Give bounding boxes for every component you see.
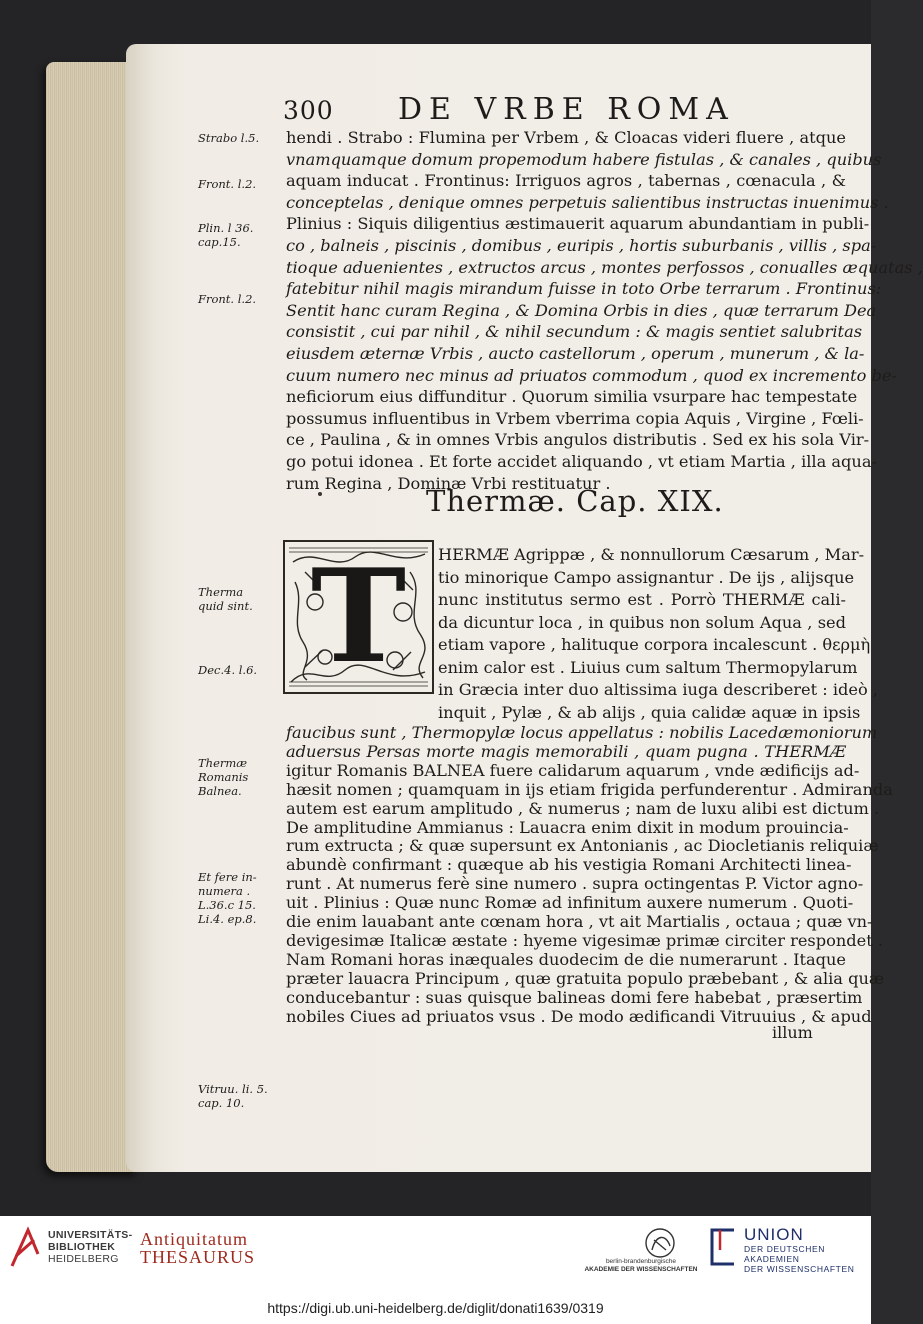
bbaw-line: AKADEMIE DER WISSENSCHAFTEN: [584, 1266, 698, 1273]
text-line: aquam inducat . Frontinus: Irriguos agros , tabernas , cœnacula , &: [286, 171, 846, 191]
text-line: Nam Romani horas inæquales duodecim de die numerarunt . Itaque: [286, 949, 846, 969]
margin-note: Vitruu. li. 5. cap. 10.: [198, 1082, 268, 1110]
text-line: runt . At numerus ferè sine numero . supra octingentas P. Victor agno-: [286, 874, 864, 894]
text-line: hæsit nomen ; quamquam in ijs etiam frigida perfunderentur . Admiranda: [286, 779, 893, 799]
text-line: faucibus sunt , Thermopylæ locus appellatus : nobilis Lacedæmoniorum: [286, 723, 878, 742]
text-line: Sentit hanc curam Regina , & Domina Orbis in dies , quæ terrarum Dea: [286, 300, 877, 320]
ub-heidelberg-logo-text[interactable]: [48, 1229, 132, 1265]
union-bracket-icon[interactable]: [706, 1228, 740, 1268]
text-line: consistit , cui par nihil , & nihil secundum : & magis sentiet salubritas: [286, 322, 863, 342]
ub-line: BIBLIOTHEK: [48, 1241, 116, 1253]
page-header: [283, 92, 753, 132]
bbaw-logo-text[interactable]: [566, 1258, 716, 1274]
margin-note: Et fere in- numera . L.36.c 15. Li.4. ep.8.: [198, 870, 257, 926]
union-line: DER DEUTSCHEN AKADEMIEN: [744, 1244, 826, 1264]
text-line: HERMÆ Agrippæ , & nonnullorum Cæsarum , Mar-: [438, 545, 865, 564]
margin-note: Front. l.2.: [198, 292, 257, 306]
text-line: devigesimæ Italicæ æstate : hyeme vigesimæ primæ circiter respondet .: [286, 930, 884, 950]
text-line: etiam vapore , halituque corpora incalescunt . θερμὴ: [438, 635, 871, 654]
text-line: inquit , Pylæ , & ab alijs , quia calidæ aquæ in ipsis: [438, 702, 861, 722]
ub-line: HEIDELBERG: [48, 1253, 119, 1265]
text-line: co , balneis , piscinis , domibus , euripis , hortis suburbanis , villis , spa-: [286, 236, 877, 255]
thesaurus-line: Antiquitatum: [140, 1229, 248, 1249]
text-line: da dicuntur loca , in quibus non solum Aqua , sed: [438, 612, 846, 632]
decorated-initial: [283, 540, 434, 694]
catchword: illum: [772, 1023, 813, 1042]
thesaurus-line: THESAURUS: [140, 1247, 256, 1267]
margin-note: Therma quid sint.: [198, 585, 253, 613]
union-line: DER WISSENSCHAFTEN: [744, 1264, 855, 1274]
page-block-edge: [46, 62, 138, 1172]
margin-note: Thermæ Romanis Balnea.: [198, 756, 249, 798]
text-line: De amplitudine Ammianus : Lauacra enim dixit in modum prouincia-: [286, 817, 849, 837]
text-line: abundè confirmant : quæque ab his vestigia Romani Architecti linea-: [286, 855, 852, 875]
bbaw-line: berlin-brandenburgische: [605, 1258, 677, 1265]
union-subtitle: [744, 1244, 871, 1274]
text-line: nunc institutus sermo est . Porrò THERMÆ cali-: [438, 590, 846, 609]
margin-note: Dec.4. l.6.: [198, 663, 258, 677]
text-line: eiusdem æternæ Vrbis , aucto castellorum , operum , munerum , & la-: [286, 344, 865, 363]
margin-note: Plin. l 36. cap.15.: [198, 221, 254, 249]
running-title: DE VRBE ROMA: [398, 92, 735, 127]
text-line: die enim lauabant ante cœnam hora , vt ait Martialis , octaua ; quæ vn-: [286, 912, 873, 931]
text-line: enim calor est . Liuius cum saltum Thermopylarum: [438, 657, 858, 677]
text-line: neficiorum eius diffunditur . Quorum similia vsurpare hac tempestate: [286, 387, 858, 407]
text-line: igitur Romanis BALNEA fuere calidarum aquarum , vnde ædificijs ad-: [286, 760, 860, 780]
text-line: tioque aduenientes , extructos arcus , montes perfossos , conualles æquatas ,: [286, 257, 923, 277]
text-line: rum Regina , Dominæ Vrbi restituatur .: [286, 473, 611, 493]
text-line: go potui idonea . Et forte accidet aliquando , vt etiam Martia , illa aqua-: [286, 452, 877, 471]
text-line: cuum numero nec minus ad priuatos commodum , quod ex incremento be-: [286, 365, 897, 385]
text-line: ce , Paulina , & in omnes Vrbis angulos distributis . Sed ex his sola Vir-: [286, 430, 870, 450]
ub-line: UNIVERSITÄTS-: [48, 1229, 133, 1241]
text-line: in Græcia inter duo altissima iuga describeret : ideò ,: [438, 680, 879, 699]
ub-heidelberg-logo-icon[interactable]: [8, 1226, 42, 1270]
source-url[interactable]: https://digi.ub.uni-heidelberg.de/diglit/donati1639/0319: [267, 1300, 604, 1316]
text-line: præter lauacra Principum , quæ gratuita populo præbebant , & alia quæ: [286, 968, 885, 988]
text-line: possumus influentibus in Vrbem vberrima copia Aquis , Virgine , Fœli-: [286, 408, 864, 428]
text-line: conceptelas , denique omnes perpetuis salientibus instructas inuenimus .: [286, 192, 889, 212]
union-logo[interactable]: [744, 1226, 871, 1274]
text-line: vnamquamque domum propemodum habere fistulas , & canales , quibus: [286, 149, 882, 169]
margin-note: Front. l.2.: [198, 177, 257, 191]
union-title: UNION: [744, 1225, 804, 1244]
thesaurus-logo[interactable]: [140, 1230, 255, 1266]
text-line: uit . Plinius : Quæ nunc Romæ ad infinitum auxere numerum . Quoti-: [286, 893, 854, 913]
text-line: autem est earum amplitudo , & numerus ; nam de luxu alibi est dictum .: [286, 798, 880, 818]
text-line: nobiles Ciues ad priuatos vsus . De modo ædificandi Vitruuius , & apud: [286, 1006, 872, 1026]
chapter-heading: Thermæ. Cap. XIX.: [426, 484, 724, 518]
text-line: hendi . Strabo : Flumina per Vrbem , & Cloacas videri fluere , atque: [286, 128, 846, 147]
text-line: Plinius : Siquis diligentius æstimauerit aquarum abundantiam in publi-: [286, 214, 870, 234]
initial-letter: T: [310, 542, 407, 692]
text-line: tio minorique Campo assignantur . De ijs , alijsque: [438, 567, 855, 587]
text-line: aduersus Persas morte magis memorabili , quam pugna . THERMÆ: [286, 741, 846, 761]
page-number: 300: [283, 96, 334, 125]
text-line: conducebantur : suas quisque balineas domi fere habebat , præsertim: [286, 987, 863, 1007]
text-line: fatebitur nihil magis mirandum fuisse in toto Orbe terrarum . Frontinus:: [286, 279, 882, 299]
margin-note: Strabo l.5.: [198, 131, 260, 145]
text-line: rum extructa ; & quæ supersunt ex Antonianis , ac Diocletianis reliquiæ: [286, 836, 879, 856]
